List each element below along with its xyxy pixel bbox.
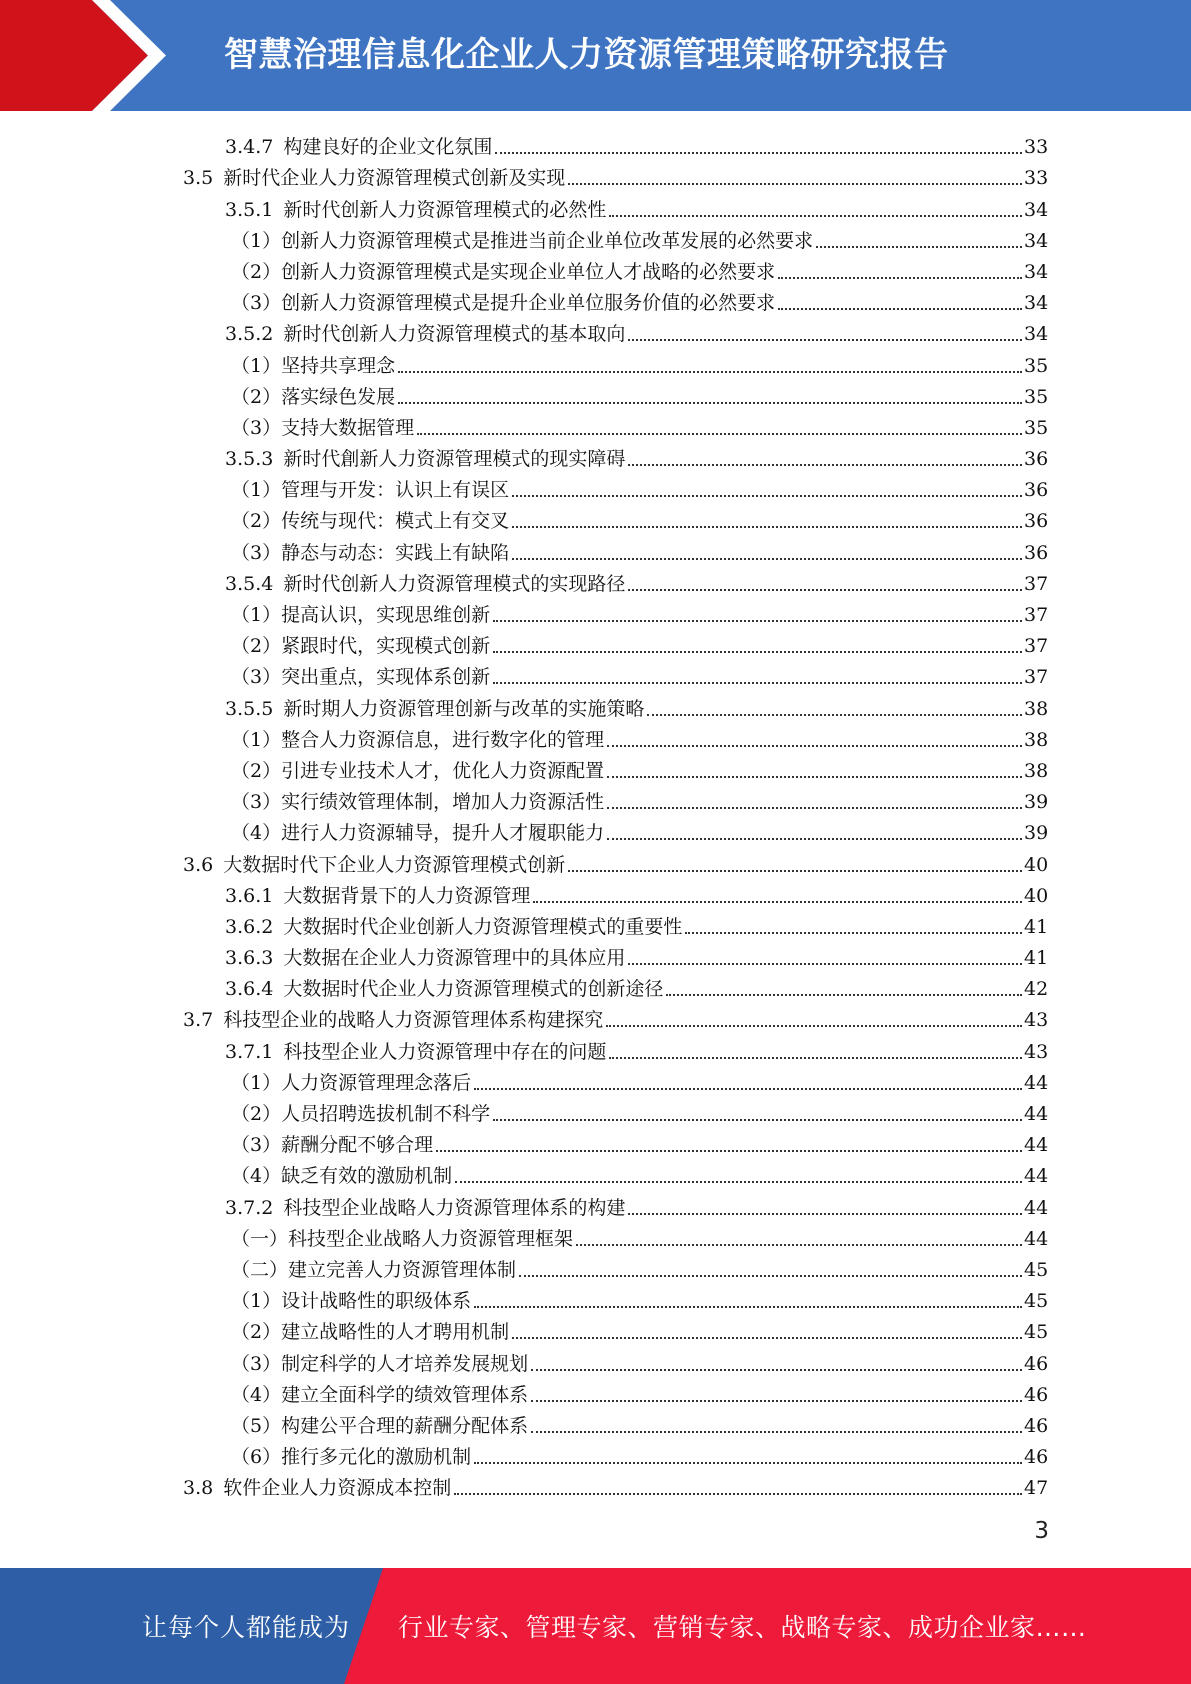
toc-entry-title: 新时代创新人力资源管理模式的必然性 xyxy=(283,198,607,221)
toc-dot-leader xyxy=(628,963,1022,965)
toc-entry[interactable] xyxy=(0,565,1047,596)
toc-entry-page: 42 xyxy=(1024,978,1049,1001)
toc-dot-leader xyxy=(493,620,1022,622)
toc-dot-leader xyxy=(607,807,1022,809)
toc-entry[interactable] xyxy=(0,284,1047,315)
toc-entry-title: 新时代创新人力资源管理模式的基本取向 xyxy=(283,323,626,346)
toc-entry-page: 39 xyxy=(1024,791,1049,814)
toc-entry-label xyxy=(225,946,628,970)
toc-entry-label xyxy=(231,1133,436,1157)
toc-entry-label xyxy=(231,790,607,814)
toc-entry-number: 3.6.2 xyxy=(225,915,274,938)
toc-entry-title: 新时期人力资源管理创新与改革的实施策略 xyxy=(283,697,645,720)
toc-entry-label xyxy=(231,260,778,284)
toc-entry[interactable] xyxy=(0,1188,1047,1219)
toc-entry-title: 创新人力资源管理模式是提升企业单位服务价值的必然要求 xyxy=(281,292,776,315)
toc-dot-leader xyxy=(778,277,1022,279)
toc-entry[interactable] xyxy=(0,1407,1047,1438)
toc-entry-page: 44 xyxy=(1024,1196,1049,1219)
toc-entry-label xyxy=(231,1164,455,1188)
toc-entry-number: 3.7.2 xyxy=(225,1196,274,1219)
toc-entry-number: （1） xyxy=(231,479,282,502)
toc-entry-title: 新时代創新人力资源管理模式的现实障碍 xyxy=(283,448,626,471)
toc-entry-title: 推行多元化的激励机制 xyxy=(281,1446,472,1469)
toc-entry-title: 管理与开发：认识上有误区 xyxy=(281,479,510,502)
toc-entry-number: 3.5.2 xyxy=(225,323,274,346)
toc-dot-leader xyxy=(628,1213,1022,1215)
toc-entry[interactable] xyxy=(0,596,1047,627)
toc-entry-title: 建立完善人力资源管理体制 xyxy=(288,1258,517,1281)
toc-entry-title: 建立战略性的人才聘用机制 xyxy=(281,1321,510,1344)
toc-entry-page: 46 xyxy=(1024,1446,1049,1469)
toc-entry-label xyxy=(231,1383,531,1407)
toc-entry-number: （一） xyxy=(231,1227,289,1250)
toc-entry-label xyxy=(225,447,628,471)
toc-entry-label xyxy=(231,1320,512,1344)
toc-entry-number: （二） xyxy=(231,1258,289,1281)
toc-entry-page: 35 xyxy=(1024,416,1049,439)
toc-entry-label xyxy=(231,1414,531,1438)
toc-entry-title: 进行人力资源辅导，提升人才履职能力 xyxy=(281,822,605,845)
toc-entry-title: 静态与动态：实践上有缺陷 xyxy=(281,541,510,564)
toc-entry-page: 36 xyxy=(1024,479,1049,502)
toc-entry[interactable] xyxy=(0,814,1047,845)
toc-entry-label xyxy=(231,1289,474,1313)
toc-dot-leader xyxy=(666,994,1022,996)
toc-entry-label xyxy=(231,229,816,253)
toc-entry[interactable] xyxy=(0,752,1047,783)
toc-entry[interactable] xyxy=(0,1376,1047,1407)
toc-entry-number: （4） xyxy=(231,1165,282,1188)
toc-entry-page: 39 xyxy=(1024,822,1049,845)
toc-entry-title: 科技型企业的战略人力资源管理体系构建探究 xyxy=(223,1009,604,1032)
toc-entry[interactable] xyxy=(0,159,1047,190)
toc-entry-number: 3.7.1 xyxy=(225,1040,274,1063)
toc-dot-leader xyxy=(778,308,1022,310)
toc-dot-leader xyxy=(607,745,1022,747)
toc-entry-title: 科技型企业战略人力资源管理体系的构建 xyxy=(283,1196,626,1219)
toc-entry-number: 3.6.1 xyxy=(225,884,274,907)
toc-entry[interactable] xyxy=(0,939,1047,970)
toc-entry-number: 3.8 xyxy=(183,1477,214,1500)
toc-entry-number: （2） xyxy=(231,635,282,658)
toc-entry-number: 3.4.7 xyxy=(225,136,274,159)
toc-entry-title: 缺乏有效的激励机制 xyxy=(281,1165,453,1188)
toc-entry-page: 40 xyxy=(1024,853,1049,876)
toc-entry-title: 软件企业人力资源成本控制 xyxy=(223,1477,452,1500)
toc-dot-leader xyxy=(609,215,1022,217)
toc-entry-label xyxy=(231,1227,576,1251)
toc-dot-leader xyxy=(519,1275,1022,1277)
toc-entry-label xyxy=(231,478,512,502)
page-number: 3 xyxy=(1034,1518,1049,1544)
toc-entry-page: 41 xyxy=(1024,947,1049,970)
toc-entry[interactable] xyxy=(0,1438,1047,1469)
toc-entry[interactable] xyxy=(0,1095,1047,1126)
toc-entry-title: 创新人力资源管理模式是推进当前企业单位改革发展的必然要求 xyxy=(281,229,814,252)
toc-entry[interactable] xyxy=(0,908,1047,939)
toc-entry-number: 3.5.1 xyxy=(225,198,274,221)
toc-entry-label xyxy=(231,728,607,752)
toc-entry-page: 38 xyxy=(1024,728,1049,751)
toc-entry-page: 37 xyxy=(1024,572,1049,595)
toc-entry-label xyxy=(231,665,493,689)
toc-entry[interactable] xyxy=(0,689,1047,720)
toc-entry-title: 薪酬分配不够合理 xyxy=(281,1134,434,1157)
toc-dot-leader xyxy=(398,371,1022,373)
toc-dot-leader xyxy=(417,433,1022,435)
toc-entry-label xyxy=(225,322,628,346)
toc-entry-number: 3.6.3 xyxy=(225,947,274,970)
toc-entry-label xyxy=(183,1476,454,1500)
toc-entry-page: 35 xyxy=(1024,354,1049,377)
toc-entry-title: 构建公平合理的薪酬分配体系 xyxy=(281,1414,529,1437)
toc-entry-title: 整合人力资源信息，进行数字化的管理 xyxy=(281,728,605,751)
toc-entry-label xyxy=(183,166,568,190)
toc-dot-leader xyxy=(576,1244,1022,1246)
toc-entry-number: 3.5 xyxy=(183,167,214,190)
toc-dot-leader xyxy=(607,838,1022,840)
toc-entry[interactable] xyxy=(0,1282,1047,1313)
document-title: 智慧治理信息化企业人力资源管理策略研究报告 xyxy=(224,35,949,75)
toc-entry-page: 44 xyxy=(1024,1227,1049,1250)
toc-entry[interactable] xyxy=(0,1344,1047,1375)
toc-entry-label xyxy=(225,915,685,939)
toc-entry-page: 38 xyxy=(1024,697,1049,720)
toc-entry-title: 构建良好的企业文化氛围 xyxy=(283,136,493,159)
header-banner xyxy=(0,0,1191,111)
toc-entry-label xyxy=(225,1040,609,1064)
toc-entry-label xyxy=(231,1352,531,1376)
header-arrow-icon xyxy=(0,0,170,111)
toc-entry-label xyxy=(225,198,609,222)
toc-entry-number: （1） xyxy=(231,229,282,252)
toc-entry[interactable] xyxy=(0,1032,1047,1063)
toc-entry-number: （2） xyxy=(231,260,282,283)
toc-dot-leader xyxy=(454,1493,1022,1495)
toc-dot-leader xyxy=(647,714,1022,716)
toc-entry-title: 大数据时代企业人力资源管理模式的创新途径 xyxy=(283,978,664,1001)
toc-entry-number: （3） xyxy=(231,416,282,439)
toc-entry-title: 制定科学的人才培养发展规划 xyxy=(281,1352,529,1375)
toc-dot-leader xyxy=(531,1431,1022,1433)
toc-entry-label xyxy=(225,1196,628,1220)
toc-dot-leader xyxy=(455,1181,1022,1183)
toc-entry-number: （1） xyxy=(231,354,282,377)
toc-entry-number: （1） xyxy=(231,604,282,626)
toc-entry-label xyxy=(231,1445,474,1469)
toc-entry-number: 3.6.4 xyxy=(225,978,274,1001)
toc-entry[interactable] xyxy=(0,346,1047,377)
toc-entry-page: 37 xyxy=(1024,666,1049,689)
toc-entry[interactable] xyxy=(0,222,1047,253)
toc-entry-title: 提高认识，实现思维创新 xyxy=(281,604,491,626)
toc-entry[interactable] xyxy=(0,658,1047,689)
toc-entry-label xyxy=(225,884,533,908)
toc-entry[interactable] xyxy=(0,1064,1047,1095)
toc-entry-page: 46 xyxy=(1024,1352,1049,1375)
toc-dot-leader xyxy=(628,339,1022,341)
toc-entry-page: 47 xyxy=(1024,1477,1049,1500)
toc-entry-label xyxy=(231,821,607,845)
toc-dot-leader xyxy=(533,901,1022,903)
footer-banner xyxy=(0,1568,1191,1684)
toc-entry[interactable] xyxy=(0,877,1047,908)
toc-entry-label xyxy=(225,697,647,721)
toc-entry-page: 44 xyxy=(1024,1134,1049,1157)
toc-entry[interactable] xyxy=(0,970,1047,1001)
toc-entry-title: 实行绩效管理体制，增加人力资源活性 xyxy=(281,791,605,814)
toc-entry-page: 34 xyxy=(1024,292,1049,315)
toc-dot-leader xyxy=(512,495,1022,497)
toc-entry-number: （3） xyxy=(231,791,282,814)
toc-entry-number: （2） xyxy=(231,759,282,782)
toc-entry-page: 34 xyxy=(1024,198,1049,221)
toc-dot-leader xyxy=(474,1088,1022,1090)
toc-entry-title: 大数据在企业人力资源管理中的具体应用 xyxy=(283,947,626,970)
toc-entry-title: 大数据背景下的人力资源管理 xyxy=(283,884,531,907)
toc-entry-title: 新时代创新人力资源管理模式的实现路径 xyxy=(283,572,626,595)
toc-entry-number: （1） xyxy=(231,728,282,751)
toc-dot-leader xyxy=(606,1025,1022,1027)
toc-entry[interactable] xyxy=(0,1126,1047,1157)
toc-entry-label xyxy=(225,977,666,1001)
toc-entry-label xyxy=(231,509,512,533)
toc-entry-title: 建立全面科学的绩效管理体系 xyxy=(281,1383,529,1406)
toc-entry-label xyxy=(231,385,398,409)
toc-entry[interactable] xyxy=(0,721,1047,752)
toc-entry-title: 传统与现代：模式上有交叉 xyxy=(281,510,510,533)
toc-entry-label xyxy=(231,1258,519,1282)
toc-entry-label xyxy=(231,291,778,315)
footer-slogan-right: 行业专家、管理专家、营销专家、战略专家、成功企业家…… xyxy=(398,1613,1087,1642)
toc-entry-number: （1） xyxy=(231,1071,282,1094)
toc-dot-leader xyxy=(531,1400,1022,1402)
toc-entry-title: 大数据时代下企业人力资源管理模式创新 xyxy=(223,853,566,876)
toc-entry-label xyxy=(183,853,568,877)
toc-dot-leader xyxy=(628,464,1022,466)
toc-entry[interactable] xyxy=(0,315,1047,346)
toc-dot-leader xyxy=(493,1119,1022,1121)
toc-entry-title: 坚持共享理念 xyxy=(281,354,396,377)
toc-entry-label xyxy=(231,603,493,627)
toc-dot-leader xyxy=(474,1462,1022,1464)
toc-entry-title: 人力资源管理理念落后 xyxy=(281,1071,472,1094)
toc-entry-number: 3.5.3 xyxy=(225,448,274,471)
footer-slogan-left: 让每个人都能成为 xyxy=(142,1613,351,1642)
table-of-contents xyxy=(0,128,1191,1500)
toc-entry-page: 38 xyxy=(1024,759,1049,782)
toc-entry-label xyxy=(231,1102,493,1126)
toc-entry-label xyxy=(183,1008,606,1032)
toc-entry-label xyxy=(225,135,495,159)
toc-entry-page: 43 xyxy=(1024,1009,1049,1032)
toc-dot-leader xyxy=(607,776,1022,778)
toc-entry[interactable] xyxy=(0,627,1047,658)
toc-entry-number: （3） xyxy=(231,1134,282,1157)
toc-entry-number: （2） xyxy=(231,1103,282,1125)
toc-entry[interactable] xyxy=(0,378,1047,409)
toc-entry[interactable] xyxy=(0,190,1047,221)
toc-entry-page: 37 xyxy=(1024,604,1049,626)
toc-entry-label xyxy=(231,634,493,658)
toc-entry-title: 支持大数据管理 xyxy=(281,416,415,439)
toc-entry-page: 46 xyxy=(1024,1414,1049,1437)
toc-entry[interactable] xyxy=(0,440,1047,471)
toc-entry-number: （5） xyxy=(231,1414,282,1437)
toc-entry[interactable] xyxy=(0,471,1047,502)
toc-dot-leader xyxy=(531,1369,1022,1371)
toc-dot-leader xyxy=(398,402,1022,404)
toc-entry-page: 45 xyxy=(1024,1258,1049,1281)
toc-entry-title: 科技型企业人力资源管理中存在的问题 xyxy=(283,1040,607,1063)
toc-entry-title: 科技型企业战略人力资源管理框架 xyxy=(288,1227,574,1250)
toc-entry-title: 设计战略性的职级体系 xyxy=(281,1290,472,1313)
toc-entry-page: 46 xyxy=(1024,1383,1049,1406)
toc-entry[interactable] xyxy=(0,533,1047,564)
toc-entry-title: 落实绿色发展 xyxy=(281,385,396,408)
toc-entry-title: 突出重点，实现体系创新 xyxy=(281,666,491,689)
toc-entry-label xyxy=(231,1071,474,1095)
toc-entry[interactable] xyxy=(0,1313,1047,1344)
toc-dot-leader xyxy=(495,152,1022,154)
toc-entry-number: （3） xyxy=(231,292,282,315)
toc-entry-page: 37 xyxy=(1024,635,1049,658)
toc-dot-leader xyxy=(816,246,1022,248)
toc-entry-page: 36 xyxy=(1024,510,1049,533)
toc-entry-title: 人员招聘选拔机制不科学 xyxy=(281,1103,491,1125)
toc-entry-page: 36 xyxy=(1024,541,1049,564)
toc-entry-title: 大数据时代企业创新人力资源管理模式的重要性 xyxy=(283,915,683,938)
toc-entry-number: （4） xyxy=(231,822,282,845)
toc-entry-page: 40 xyxy=(1024,884,1049,907)
toc-dot-leader xyxy=(436,1150,1022,1152)
toc-dot-leader xyxy=(493,651,1022,653)
toc-entry-number: （2） xyxy=(231,510,282,533)
toc-entry-page: 33 xyxy=(1024,136,1049,159)
toc-entry-number: （2） xyxy=(231,385,282,408)
toc-entry-number: 3.5.5 xyxy=(225,697,274,720)
toc-entry-number: 3.7 xyxy=(183,1009,214,1032)
toc-entry-page: 35 xyxy=(1024,385,1049,408)
toc-entry-page: 44 xyxy=(1024,1071,1049,1094)
toc-dot-leader xyxy=(568,870,1022,872)
toc-entry-label xyxy=(231,541,512,565)
toc-entry[interactable] xyxy=(0,409,1047,440)
toc-entry[interactable] xyxy=(0,128,1047,159)
toc-entry[interactable] xyxy=(0,1001,1047,1032)
toc-dot-leader xyxy=(493,682,1022,684)
toc-entry-title: 引进专业技术人才，优化人力资源配置 xyxy=(281,759,605,782)
toc-entry-label xyxy=(225,572,628,596)
toc-entry-page: 44 xyxy=(1024,1103,1049,1125)
toc-entry[interactable] xyxy=(0,845,1047,876)
toc-entry-number: （3） xyxy=(231,1352,282,1375)
toc-entry[interactable] xyxy=(0,1157,1047,1188)
toc-entry-page: 34 xyxy=(1024,323,1049,346)
toc-entry-page: 44 xyxy=(1024,1165,1049,1188)
toc-dot-leader xyxy=(685,932,1022,934)
toc-entry[interactable] xyxy=(0,502,1047,533)
toc-entry-page: 36 xyxy=(1024,448,1049,471)
toc-dot-leader xyxy=(512,526,1022,528)
toc-entry[interactable] xyxy=(0,1220,1047,1251)
toc-entry-number: （3） xyxy=(231,541,282,564)
toc-dot-leader xyxy=(474,1306,1022,1308)
toc-entry-number: （4） xyxy=(231,1383,282,1406)
toc-entry-number: （3） xyxy=(231,666,282,689)
toc-entry-label xyxy=(231,416,417,440)
toc-entry-number: 3.6 xyxy=(183,853,214,876)
toc-entry-page: 45 xyxy=(1024,1321,1049,1344)
toc-entry[interactable] xyxy=(0,1251,1047,1282)
toc-entry-page: 34 xyxy=(1024,229,1049,252)
toc-dot-leader xyxy=(568,183,1022,185)
toc-entry-label xyxy=(231,354,398,378)
toc-entry-number: （2） xyxy=(231,1321,282,1344)
toc-entry-number: （1） xyxy=(231,1290,282,1313)
toc-entry[interactable] xyxy=(0,783,1047,814)
toc-entry-title: 新时代企业人力资源管理模式创新及实现 xyxy=(223,167,566,190)
toc-entry-page: 45 xyxy=(1024,1290,1049,1313)
toc-entry-page: 43 xyxy=(1024,1040,1049,1063)
toc-entry-page: 34 xyxy=(1024,260,1049,283)
toc-dot-leader xyxy=(512,558,1022,560)
toc-entry-title: 紧跟时代，实现模式创新 xyxy=(281,635,491,658)
toc-entry-page: 33 xyxy=(1024,167,1049,190)
toc-entry-page: 41 xyxy=(1024,915,1049,938)
toc-entry-title: 创新人力资源管理模式是实现企业单位人才战略的必然要求 xyxy=(281,260,776,283)
toc-entry[interactable] xyxy=(0,1469,1047,1500)
toc-entry-number: （6） xyxy=(231,1446,282,1469)
toc-entry[interactable] xyxy=(0,253,1047,284)
toc-dot-leader xyxy=(609,1057,1022,1059)
toc-dot-leader xyxy=(628,589,1022,591)
toc-dot-leader xyxy=(512,1337,1022,1339)
toc-entry-label xyxy=(231,759,607,783)
toc-entry-number: 3.5.4 xyxy=(225,572,274,595)
